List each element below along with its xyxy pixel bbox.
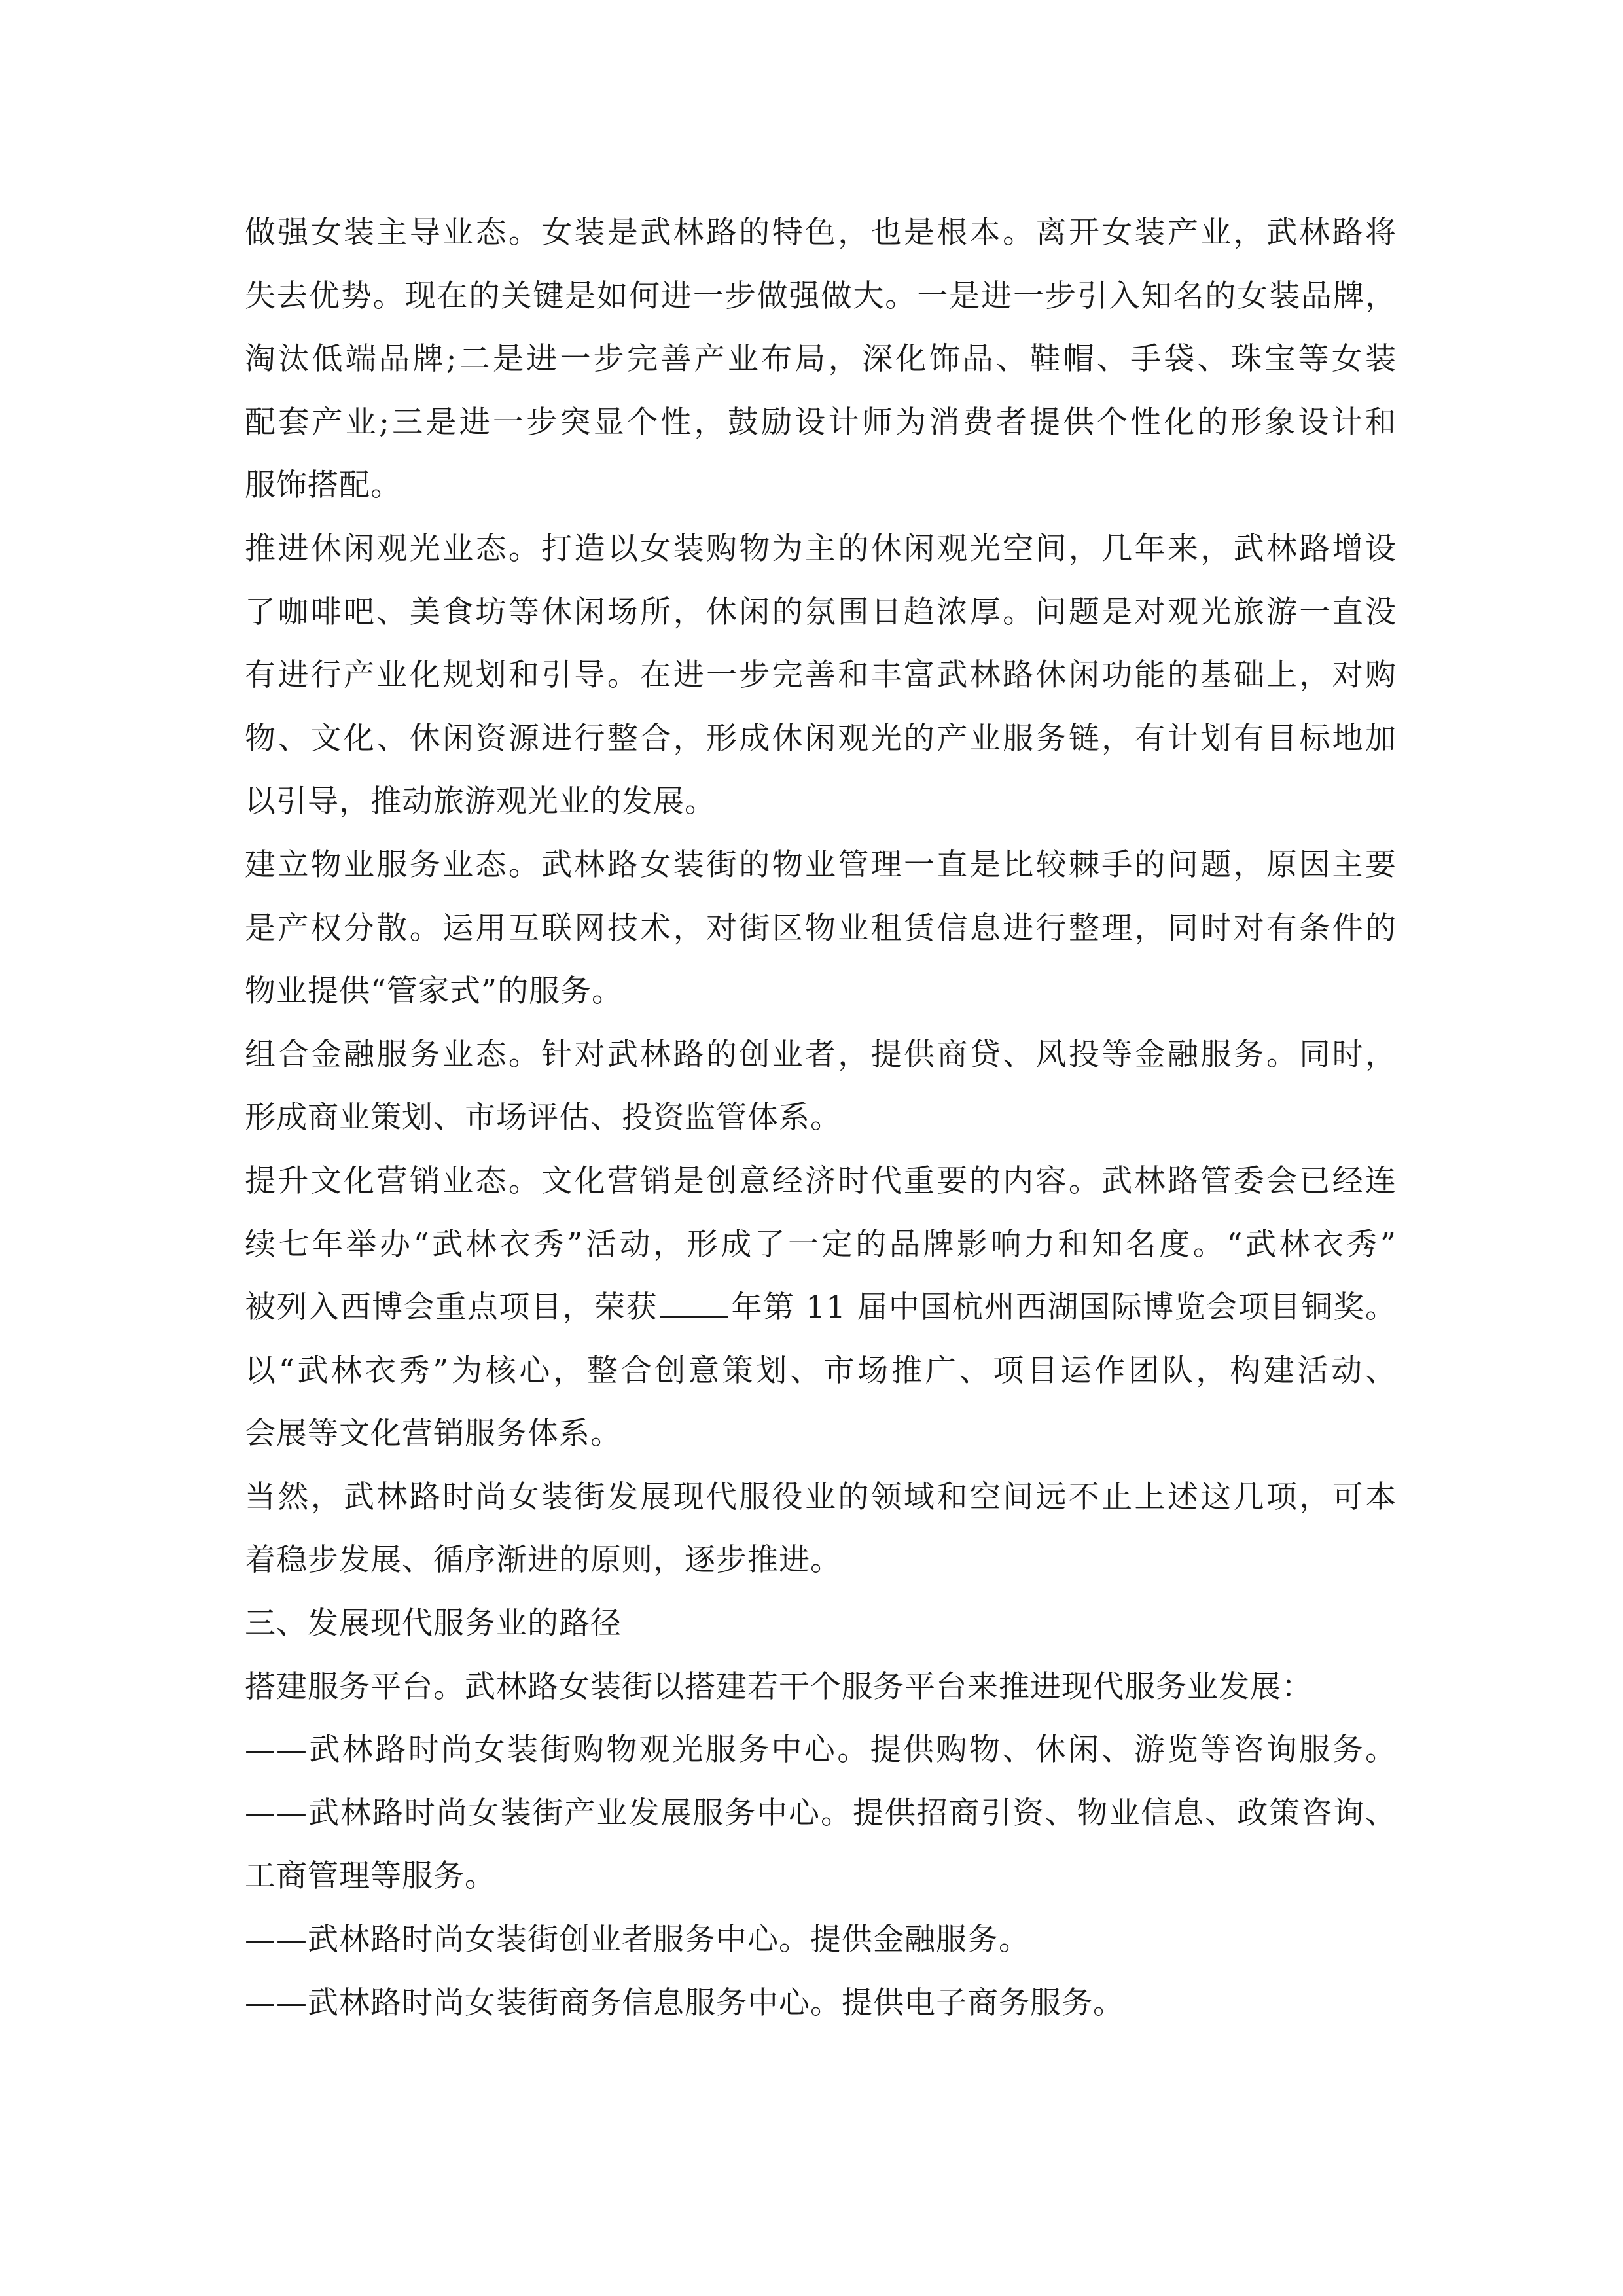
text-line: 三、发展现代服务业的路径 <box>245 1605 622 1642</box>
text-line: 搭建服务平台。武林路女装街以搭建若干个服务平台来推进现代服务业发展： <box>245 1668 1313 1705</box>
text-line: 提升文化营销业态。文化营销是创意经济时代重要的内容。武林路管委会已经连 <box>245 1162 1397 1199</box>
document-body <box>245 202 1397 2035</box>
text-segment: 年第 11 届中国杭州西湖国际博览会项目铜奖。 <box>731 1289 1397 1326</box>
text-line: 服饰搭配。 <box>245 467 402 504</box>
text-line: ——武林路时尚女装街商务信息服务中心。提供电子商务服务。 <box>245 1984 1124 2021</box>
text-line: ——武林路时尚女装街创业者服务中心。提供金融服务。 <box>245 1922 1030 1958</box>
text-line: 组合金融服务业态。针对武林路的创业者，提供商贷、风投等金融服务。同时， <box>245 1036 1397 1073</box>
text-line <box>245 1276 1397 1340</box>
text-line: 当然，武林路时尚女装街发展现代服役业的领域和空间远不止上述这几项，可本 <box>245 1479 1397 1515</box>
text-line: 有进行产业化规划和引导。在进一步完善和丰富武林路休闲功能的基础上，对购 <box>245 657 1397 694</box>
text-line: 续七年举办“武林衣秀”活动，形成了一定的品牌影响力和知名度。“武林衣秀” <box>245 1226 1397 1263</box>
text-line: 物、文化、休闲资源进行整合，形成休闲观光的产业服务链，有计划有目标地加 <box>245 720 1397 757</box>
text-line: 会展等文化营销服务体系。 <box>245 1416 622 1452</box>
text-line: 是产权分散。运用互联网技术，对街区物业租赁信息进行整理，同时对有条件的 <box>245 910 1397 946</box>
fill-in-blank <box>660 1290 728 1318</box>
text-line: ——武林路时尚女装街产业发展服务中心。提供招商引资、物业信息、政策咨询、 <box>245 1795 1397 1831</box>
text-line: 以“武林衣秀”为核心，整合创意策划、市场推广、项目运作团队，构建活动、 <box>245 1352 1397 1389</box>
text-line: 建立物业服务业态。武林路女装街的物业管理一直是比较棘手的问题，原因主要 <box>245 846 1397 883</box>
text-line: 形成商业策划、市场评估、投资监管体系。 <box>245 1100 842 1136</box>
text-line: 推进休闲观光业态。打造以女装购物为主的休闲观光空间，几年来，武林路增设 <box>245 530 1397 567</box>
text-line: 物业提供“管家式”的服务。 <box>245 973 624 1010</box>
text-line: 淘汰低端品牌;二是进一步完善产业布局，深化饰品、鞋帽、手袋、珠宝等女装 <box>245 341 1397 378</box>
text-line: 做强女装主导业态。女装是武林路的特色，也是根本。离开女装产业，武林路将 <box>245 215 1397 251</box>
text-line: 工商管理等服务。 <box>245 1858 496 1895</box>
text-line: 了咖啡吧、美食坊等休闲场所，休闲的氛围日趋浓厚。问题是对观光旅游一直没 <box>245 594 1397 630</box>
text-segment: 被列入西博会重点项目，荣获 <box>245 1289 658 1326</box>
text-line: 配套产业;三是进一步突显个性，鼓励设计师为消费者提供个性化的形象设计和 <box>245 404 1397 440</box>
text-line: 失去优势。现在的关键是如何进一步做强做大。一是进一步引入知名的女装品牌， <box>245 278 1397 314</box>
text-line: 着稳步发展、循序渐进的原则，逐步推进。 <box>245 1542 842 1579</box>
text-line: 以引导，推动旅游观光业的发展。 <box>245 783 716 820</box>
text-line: ——武林路时尚女装街购物观光服务中心。提供购物、休闲、游览等咨询服务。 <box>245 1732 1397 1768</box>
